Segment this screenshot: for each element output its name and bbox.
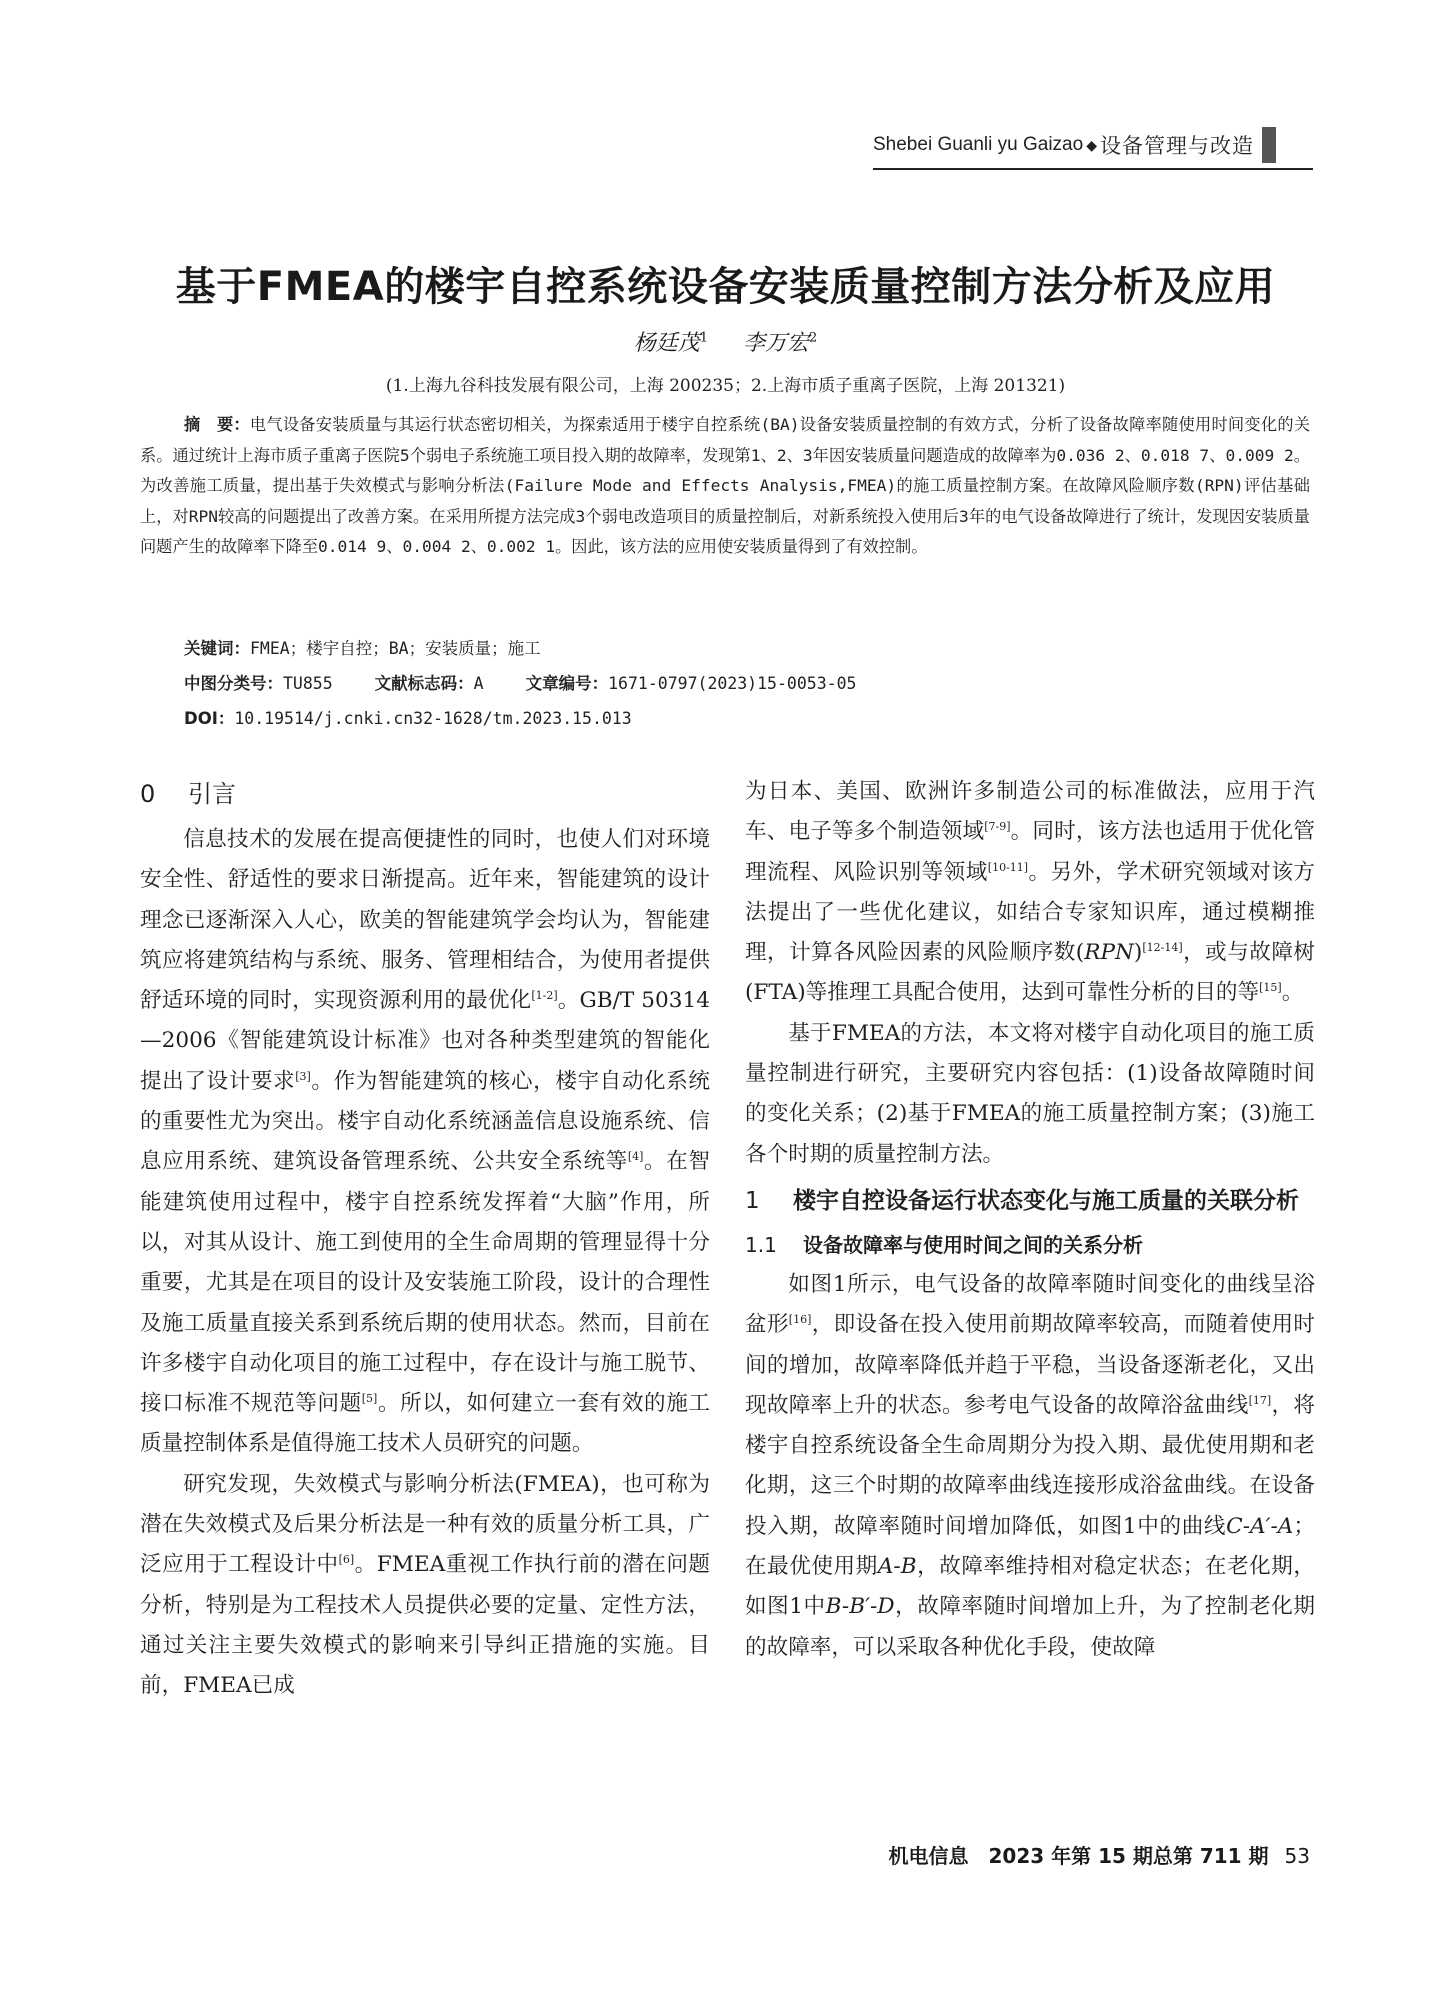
paragraph: 基于FMEA的方法，本文将对楼宇自动化项目的施工质量控制进行研究，主要研究内容包括：(1)设备故障随时间的变化关系；(2)基于FMEA的施工质量控制方案；(3)施工各个时期的质量控制方法。	[745, 1020, 1315, 1167]
citation: [1-2]	[531, 989, 558, 1003]
section-1-title: 楼宇自控设备运行状态变化与施工质量的关联分析	[793, 1187, 1299, 1214]
diamond-icon: ◆	[1086, 136, 1097, 153]
doi-label: DOI：	[184, 709, 235, 728]
paragraph: 研究发现，失效模式与影响分析法(FMEA)，也可称为潜在失效模式及后果分析法是一种有效的质量分析工具，广泛应用于工程设计中[6]。FMEA重视工作执行前的潜在问题分析，特别是为工程技术人员提供必要的定量、定性方法，通过关注主要失效模式的影响来引导纠正措施的实施。目前，FMEA已成	[140, 1471, 710, 1699]
doccode-value: A	[473, 674, 484, 693]
keywords-line	[184, 635, 541, 659]
abstract-label: 摘 要：	[184, 415, 250, 434]
author-1-affil: 1	[699, 330, 708, 346]
authors	[0, 326, 1451, 357]
author-2: 李万宏	[743, 331, 810, 356]
paragraph: 为日本、美国、欧洲许多制造公司的标准做法，应用于汽车、电子等多个制造领域[7-9]。同时，该方法也适用于优化管理流程、风险识别等领域[10-11]。另外，学术研究领域对该方法提出了一些优化建议，如结合专家知识库，通过模糊推理，计算各风险因素的风险顺序数(RPN)[12-14]，或与故障树(FTA)等推理工具配合使用，达到可靠性分析的目的等[15]。	[745, 779, 1315, 1006]
section-0-number: 0	[140, 780, 156, 808]
section-1-1-heading	[745, 1225, 1315, 1265]
author-2-affil: 2	[809, 330, 818, 346]
header-bar-decoration	[1262, 127, 1276, 163]
section-0-heading	[140, 774, 710, 814]
citation: [17]	[1248, 1393, 1272, 1407]
citation: [4]	[627, 1150, 644, 1164]
paper-title: 基于FMEA的楼宇自控系统设备安装质量控制方法分析及应用	[175, 264, 1276, 310]
doccode-label: 文献标志码：	[374, 674, 474, 693]
section-1-heading	[745, 1181, 1315, 1221]
abstract	[140, 410, 1310, 563]
citation: [10-11]	[987, 860, 1029, 874]
column-name: 设备管理与改造	[1099, 134, 1254, 158]
keywords: FMEA；楼宇自控；BA；安装质量；施工	[250, 639, 541, 658]
affiliation: (1.上海九谷科技发展有限公司，上海 200235；2.上海市质子重离子医院，上海 201321)	[385, 376, 1066, 396]
articleno-label: 文章编号：	[525, 674, 609, 693]
doi-value: 10.19514/j.cnki.cn32-1628/tm.2023.15.013	[234, 709, 632, 728]
header-rule	[873, 168, 1313, 170]
journal-pinyin: Shebei Guanli yu Gaizao	[873, 134, 1084, 155]
clc-value: TU855	[283, 674, 333, 693]
citation: [16]	[788, 1313, 812, 1327]
keywords-label: 关键词：	[184, 639, 250, 658]
classification-line	[184, 670, 856, 694]
articleno-value: 1671-0797(2023)15-0053-05	[608, 674, 857, 693]
citation: [12-14]	[1142, 941, 1183, 955]
body-left-column	[140, 770, 710, 1707]
page-number: 53	[1284, 1844, 1310, 1868]
section-0-title: 引言	[188, 780, 236, 808]
citation: [6]	[338, 1553, 355, 1567]
page-footer	[880, 1840, 1310, 1869]
section-1-number: 1	[745, 1187, 760, 1214]
abstract-text: 电气设备安装质量与其运行状态密切相关，为探索适用于楼宇自控系统(BA)设备安装质量控制的有效方式，分析了设备故障率随使用时间变化的关系。通过统计上海市质子重离子医院5个弱电子系统施工项目投入期的故障率，发现第1、2、3年因安装质量问题造成的故障率为0.036 2、0.018 7、0.009 2。为改善施工质量，提出基于失效模式与影响分析法(Failure Mode and Effects Analysis,FMEA)的施工质量控制方案。在故障风险顺序数(RPN)评估基础上，对RPN较高的问题提出了改善方案。在采用所提方法完成3个弱电改造项目的质量控制后，对新系统投入使用后3年的电气设备故障进行了统计，发现因安装质量问题产生的故障率下降至0.014 9、0.004 2、0.002 1。因此，该方法的应用使安装质量得到了有效控制。	[140, 415, 1311, 556]
section-1-1-number: 1.1	[745, 1232, 777, 1257]
citation: [3]	[295, 1069, 311, 1083]
citation: [7-9]	[984, 820, 1011, 834]
paragraph: 信息技术的发展在提高便捷性的同时，也使人们对环境安全性、舒适性的要求日渐提高。近年来，智能建筑的设计理念已逐渐深入人心，欧美的智能建筑学会均认为，智能建筑应将建筑结构与系统、服务、管理相结合，为使用者提供舒适环境的同时，实现资源利用的最优化[1-2]。GB/T 50314—2006《智能建筑设计标准》也对各种类型建筑的智能化提出了设计要求[3]。作为智能建筑的核心，楼宇自动化系统的重要性尤为突出。楼宇自动化系统涵盖信息设施系统、信息应用系统、建筑设备管理系统、公共安全系统等[4]。在智能建筑使用过程中，楼宇自控系统发挥着“大脑”作用，所以，对其从设计、施工到使用的全生命周期的管理显得十分重要，尤其是在项目的设计及安装施工阶段，设计的合理性及施工质量直接关系到系统后期的使用状态。然而，目前在许多楼宇自动化项目的施工过程中，存在设计与施工脱节、接口标准不规范等问题[5]。所以，如何建立一套有效的施工质量控制体系是值得施工技术人员研究的问题。	[140, 827, 710, 1457]
journal-issue: 机电信息 2023 年第 15 期总第 711 期	[888, 1844, 1269, 1868]
body-right-column	[745, 772, 1315, 1668]
paragraph: 如图1所示，电气设备的故障率随时间变化的曲线呈浴盆形[16]，即设备在投入使用前期故障率较高，而随着使用时间的增加，故障率降低并趋于平稳，当设备逐渐老化，又出现故障率上升的状态。参考电气设备的故障浴盆曲线[17]，将楼宇自控系统设备全生命周期分为投入期、最优使用期和老化期，这三个时期的故障率曲线连接形成浴盆曲线。在设备投入期，故障率随时间增加降低，如图1中的曲线C-A′-A；在最优使用期A-B，故障率维持相对稳定状态；在老化期，如图1中B-B′-D，故障率随时间增加上升，为了控制老化期的故障率，可以采取各种优化手段，使故障	[745, 1271, 1315, 1660]
doi-line	[184, 705, 632, 729]
citation: [5]	[361, 1392, 378, 1406]
running-header	[873, 128, 1276, 162]
citation: [15]	[1259, 981, 1282, 995]
section-1-1-title: 设备故障率与使用时间之间的关系分析	[803, 1232, 1143, 1257]
clc-label: 中图分类号：	[184, 674, 283, 693]
author-1: 杨廷茂	[633, 331, 700, 356]
